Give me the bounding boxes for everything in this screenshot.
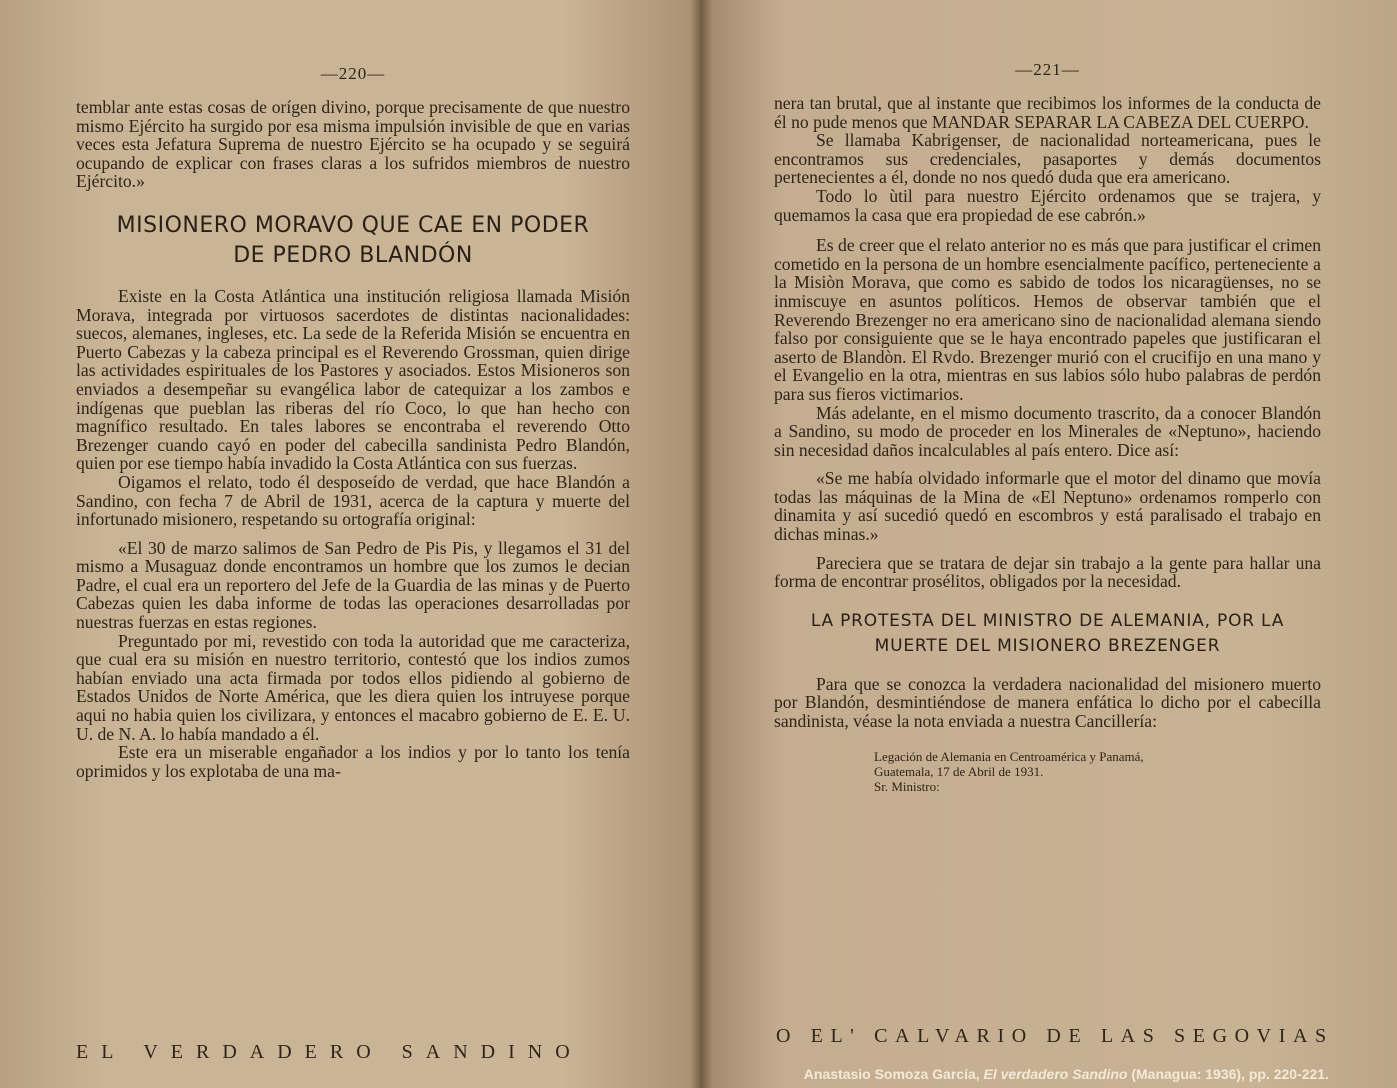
heading-line: DE PEDRO BLANDÓN [233, 242, 473, 268]
running-footer: EL VERDADERO SANDINO [76, 1041, 583, 1063]
quote-paragraph: Todo lo ùtil para nuestro Ejército ordenamos que se trajera, y quemamos la casa que era propiedad de ese cabrón.» [774, 185, 1321, 225]
body-paragraph: Pareciera que se tratara de dejar sin trabajo a la gente para hallar una forma de encontrar prosélitos, obligados por la necesidad. [774, 552, 1321, 592]
body-paragraph: Para que se conozca la verdadera nacionalidad del misionero muerto por Blandón, desmintiéndose de manera enfática lo dicho por el cabecilla sandinista, véase la nota enviada a nuestra Cancillería: [774, 673, 1321, 732]
body-paragraph: Oigamos el relato, todo él desposeído de verdad, que hace Blandón a Sandino, con fecha 7 de Abril de 1931, acerca de la captura y muerte del infortunado misionero, respetando su ortografía original: [76, 471, 630, 530]
quote-paragraph: Preguntado por mi, revestido con toda la autoridad que me caracteriza, que cual era su misión en nuestro territorio, contestó que los indios zumos habían enviado una acta firmada por todos ellos pidiendo al gobierno de Estados Unidos de Norte América, que les diera quien los intruyese porque aqui no habia quien los civilizara, y entonces el macabro gobierno de E. E. U. U. de N. A. lo había mandado a él. [76, 630, 630, 744]
book-gutter [690, 0, 712, 1088]
quoted-letter [76, 539, 630, 781]
body-paragraph: Más adelante, en el mismo documento trascrito, da a conocer Blandón a Sandino, su modo de proceder en los Minerales de «Neptuno», haciendo sin necesidad daños incalculables al país entero. Dice así: [774, 402, 1321, 460]
heading-line: MISIONERO MORAVO QUE CAE EN PODER [116, 212, 590, 238]
quote-paragraph: «Se me había olvidado informarle que el motor del dinamo que movía todas las máquinas de la Mina de «El Neptuno» ordenamos romperlo con dinamita y así sucedió quedó en escombros y está paralisado el trabajo en dichas minas.» [774, 468, 1321, 545]
body-paragraph: Es de creer que el relato anterior no es más que para justificar el crimen cometido en la persona de un hombre esencialmente pacífico, perteneciente a la Misiòn Morava, que como es sabido de todos los nicaragüenses, no se inmiscuye en asuntos políticos. Hemos de observar también que el Reverendo Brezenger no era americano sino de nacionalidad alemana siendo falso por consiguiente que se le haya encontrado papeles que justificaran el aserto de Blandòn. El Rvdo. Brezenger murió con el crucifijo en una mano y el Evangelio en la otra, mientras en sus labios sólo hubo palabras de perdón para sus fieros victimarios. [774, 235, 1321, 404]
quote-paragraph: Este era un miserable engañador a los indios y por lo tanto los tenía oprimidos y los explotaba de una ma- [76, 742, 630, 781]
source-caption [804, 1066, 1329, 1082]
caption-title: El verdadero Sandino [983, 1066, 1128, 1082]
quote-paragraph: nera tan brutal, que al instante que recibimos los informes de la conducta de él no pude menos que MANDAR SEPARAR LA CABEZA DEL CUERPO. [774, 93, 1321, 132]
letterhead-line: Sr. Ministro: [874, 778, 940, 794]
body-paragraph: Existe en la Costa Atlántica una institución religiosa llamada Misión Morava, integrada por virtuosos sacerdotes de distintas nacionalidades: suecos, alemanes, ingleses, etc. La sede de la Referida Misión se encuentra en Puerto Cabezas y la cabeza principal es el Reverendo Grossman, quien dirige las actividades espirituales de los Pastores y asociados. Estos Misioneros son enviados a desempeñar su evangélica labor de catequizar a los zambos e indígenas que pueblan las riberas del río Coco, lo que han hecho con magnífico resultado. En tales labores se encontraba el reverendo Otto Brezenger cuando cayó en poder del cabecilla sandinista Pedro Blandón, quien por ese tiempo había invadido la Costa Atlántica con sus fuerzas. [76, 285, 630, 474]
caption-author: Anastasio Somoza García, [803, 1066, 980, 1082]
section-heading [774, 609, 1321, 659]
letterhead [874, 749, 1321, 794]
heading-line: MUERTE DEL MISIONERO BREZENGER [874, 635, 1221, 656]
heading-line: LA PROTESTA DEL MINISTRO DE ALEMANIA, POR LA [810, 610, 1285, 631]
intro-paragraph: temblar ante estas cosas de orígen divino, porque precisamente de que nuestro mismo Ejército ha surgido por esa misma impulsión invisible de que en varias veces esta Jefatura Suprema de nuestro Ejército se ha ocupado y se seguirá ocupando de explicar con frases claras a los sufridos miembros de nuestro Ejército.» [76, 97, 630, 192]
letterhead-line: Legación de Alemania en Centroamérica y Panamá, [874, 748, 1144, 764]
running-footer: O EL' CALVARIO DE LAS SEGOVIAS [776, 1025, 1334, 1047]
page-number: —220— [320, 64, 386, 83]
right-page [700, 0, 1397, 1088]
caption-rest: (Managua: 1936), pp. 220-221. [1131, 1066, 1329, 1082]
chapter-heading [76, 211, 630, 271]
letterhead-line: Guatemala, 17 de Abril de 1931. [874, 763, 1044, 779]
page-number: —221— [1015, 60, 1080, 79]
quote-paragraph: «El 30 de marzo salimos de San Pedro de Pis Pis, y llegamos el 31 del mismo a Musaguaz donde encontramos un hombre que los zumos le decian Padre, el cual era un reportero del Jefe de la Guardia de las minas y de Puerto Cabezas quien les daba informe de todas las operaciones desarrolladas por nuestras fuerzas en estas regiones. [76, 537, 630, 633]
quote-paragraph: Se llamaba Kabrigenser, de nacionalidad norteamericana, pues le encontramos sus credenciales, pasaportes y demás documentos pertenecientes a él, donde no nos quedó duda que era americano. [774, 130, 1321, 188]
